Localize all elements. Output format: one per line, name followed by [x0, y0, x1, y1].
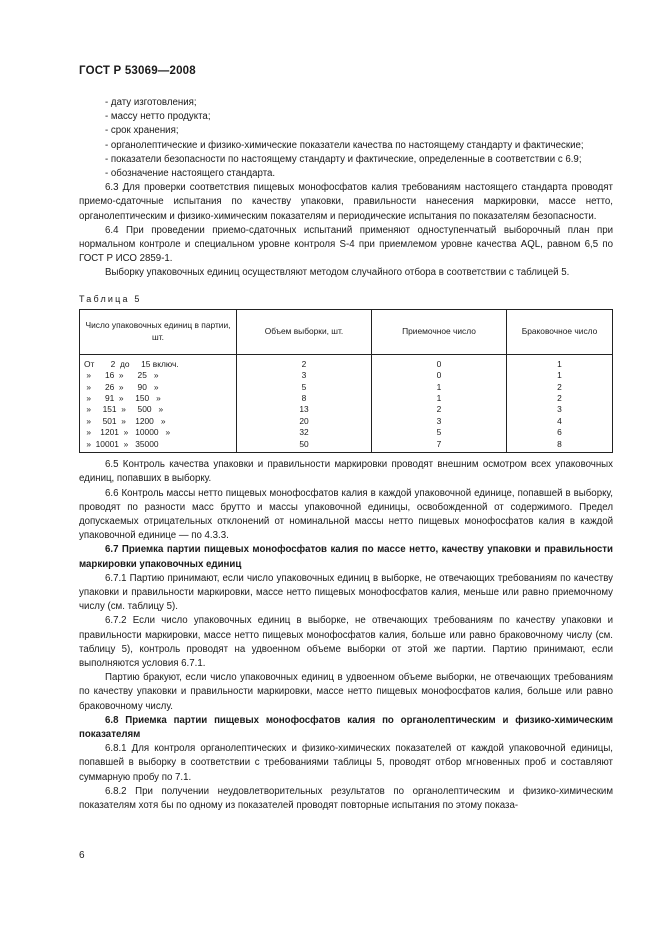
paragraph-6-3: 6.3 Для проверки соответствия пищевых монофосфатов калия требованиям настоящего стандарта проводят приемо-сдаточные испытания по качеству упаковки, правильности нанесения маркировки, массе нетто, органолептическим и физико-химическим показателям и периодические испытания по показателям безопасности. — [79, 182, 613, 222]
table-cell: 5 — [237, 382, 372, 393]
paragraph-6-7-1: 6.7.1 Партию принимают, если число упаковочных единиц в выборке, не отвечающих требованиям по качеству упаковки и правильности маркировки, массе нетто пищевых монофосфатов калия, меньше или равно приемочному числу (см. таблицу 5). — [79, 572, 613, 613]
table-cell: 3 — [237, 370, 372, 381]
table-cell: 0 — [372, 354, 507, 370]
paragraph-6-6: 6.6 Контроль массы нетто пищевых монофосфатов калия в каждой упаковочной единице, попавшей в выборку, проводят по разности масс брутто и массы упаковочной единицы, освобожденной от содержимого. Предел допускаемых отрицательных отклонений от номинальной массы нетто пищевых монофосфатов калия в каждой упаковочной единице — по 4.3.3. — [79, 487, 613, 542]
column-header-lot-size: Число упаковочных единиц в партии, шт. — [80, 309, 237, 354]
column-header-acceptance-number: Приемочное число — [372, 309, 507, 354]
table-cell: 1 — [372, 393, 507, 404]
page-number: 6 — [79, 850, 85, 861]
table-cell: » 151 » 500 » — [80, 404, 237, 415]
list-item: - органолептические и физико-химические показатели качества по настоящему стандарту и фактические; — [105, 139, 584, 151]
paragraph-6-5: 6.5 Контроль качества упаковки и правильности маркировки проводят внешним осмотром всех упаковочных единиц, попавших в выборку. — [79, 459, 613, 485]
table-row — [80, 393, 613, 404]
table-cell: 1 — [507, 354, 613, 370]
table-cell: 2 — [237, 354, 372, 370]
column-header-rejection-number: Браковочное число — [507, 309, 613, 354]
table-cell: » 16 » 25 » — [80, 370, 237, 381]
table-cell: 3 — [372, 416, 507, 427]
table-cell: » 91 » 150 » — [80, 393, 237, 404]
paragraph-6-4: 6.4 При проведении приемо-сдаточных испытаний применяют одноступенчатый выборочный план при нормальном контроле и специальном уровне контроля S-4 при приемлемом уровне качества AQL, равном 6,5 по ГОСТ Р ИСО 2859-1. — [79, 224, 613, 265]
document-body — [79, 96, 613, 813]
list-item: - показатели безопасности по настоящему стандарту и фактические, определенные в соответствии с 6.9; — [105, 153, 582, 165]
table-cell: 0 — [372, 370, 507, 381]
column-header-sample-size: Объем выборки, шт. — [237, 309, 372, 354]
table-cell: » 10001 » 35000 — [80, 439, 237, 453]
table-cell: 1 — [372, 382, 507, 393]
table-row — [80, 370, 613, 381]
table-cell: 2 — [372, 404, 507, 415]
table-row — [80, 416, 613, 427]
table-cell: » 26 » 90 » — [80, 382, 237, 393]
table-cell: 8 — [237, 393, 372, 404]
sampling-table — [79, 309, 613, 453]
table-row — [80, 354, 613, 370]
paragraph-6-7-2: 6.7.2 Если число упаковочных единиц в выборке, не отвечающих требованиям по качеству упаковки и правильности маркировки, массе нетто пищевых монофосфатов калия, больше или равно браковочному числу (см. таблицу 5), контроль проводят на удвоенном объеме выборки от этой же партии. Партию принимают, если выполняются условия 6.7.1. — [79, 615, 613, 669]
table-cell: От 2 до 15 включ. — [80, 354, 237, 370]
paragraph-6-4-sampling: Выборку упаковочных единиц осуществляют методом случайного отбора в соответствии с таблицей 5. — [105, 267, 570, 279]
document-code: ГОСТ Р 53069—2008 — [79, 65, 196, 77]
heading-6-7: 6.7 Приемка партии пищевых монофосфатов калия по массе нетто, качеству упаковки и правильности маркировки упаковочных единиц — [79, 544, 613, 570]
table-cell: 7 — [372, 439, 507, 453]
table-cell: 8 — [507, 439, 613, 453]
table-cell: 13 — [237, 404, 372, 415]
table-row — [80, 404, 613, 415]
table-cell: » 1201 » 10000 » — [80, 427, 237, 438]
table-cell: 3 — [507, 404, 613, 415]
table-cell: 4 — [507, 416, 613, 427]
table-row — [80, 439, 613, 453]
table-cell: 32 — [237, 427, 372, 438]
list-item: - дату изготовления; — [105, 97, 197, 108]
paragraph-6-8-2: 6.8.2 При получении неудовлетворительных результатов по органолептическим и физико-химическим показателям хотя бы по одному из показателей проводят повторные испытания по этому показа- — [79, 785, 613, 811]
list-item: - срок хранения; — [105, 125, 179, 137]
table-cell: 1 — [507, 370, 613, 381]
table-row — [80, 427, 613, 438]
list-item: - массу нетто продукта; — [105, 111, 211, 123]
paragraph-6-7-2-reject: Партию бракуют, если число упаковочных единиц в удвоенном объеме выборки, не отвечающих требованиям по качеству упаковки и правильности маркировки, массе нетто пищевых монофосфатов калия, больше или равно браковочному числу. — [79, 672, 613, 712]
table-cell: 5 — [372, 427, 507, 438]
table-cell: » 501 » 1200 » — [80, 416, 237, 427]
heading-6-8: 6.8 Приемка партии пищевых монофосфатов калия по органолептическим и физико-химическим показателям — [79, 714, 613, 740]
table-cell: 2 — [507, 393, 613, 404]
table-cell: 50 — [237, 439, 372, 453]
table-cell: 20 — [237, 416, 372, 427]
table-header-row — [80, 309, 613, 354]
paragraph-6-8-1: 6.8.1 Для контроля органолептических и физико-химических показателей от каждой упаковочной единицы, попавшей в выборку в соответствии с требованиями таблицы 5, проводят отбор мгновенных проб и составляют суммарную пробу по 7.1. — [79, 743, 613, 783]
list-item: - обозначение настоящего стандарта. — [105, 168, 276, 180]
table-caption: Таблица 5 — [79, 293, 142, 304]
table-row — [80, 382, 613, 393]
table-cell: 2 — [507, 382, 613, 393]
table-cell: 6 — [507, 427, 613, 438]
